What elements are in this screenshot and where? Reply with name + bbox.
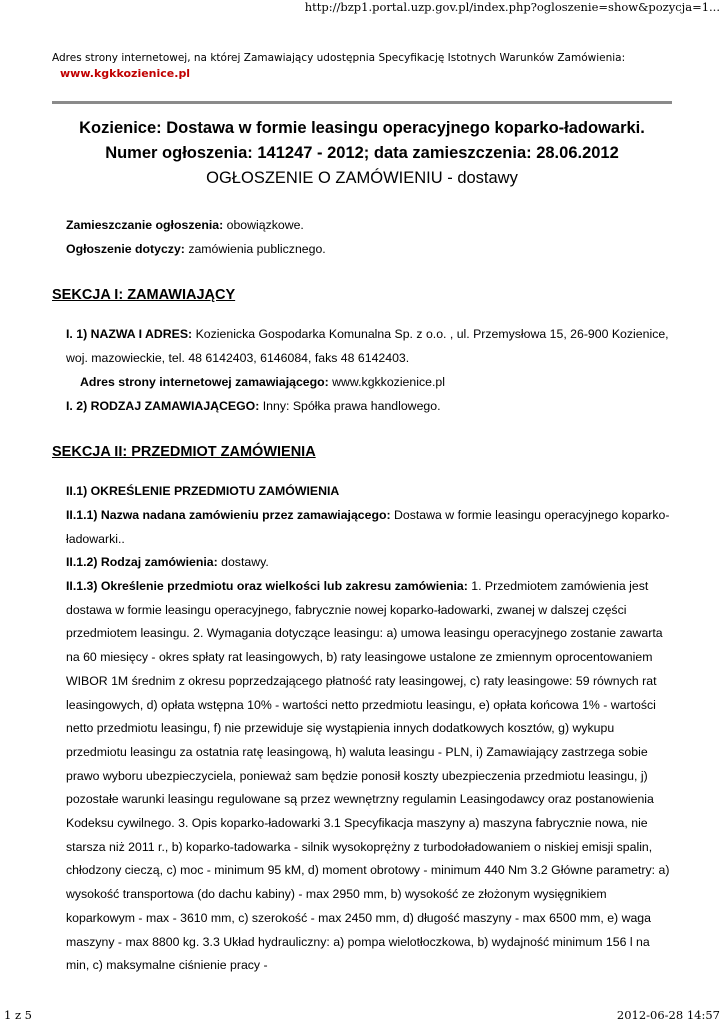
section-1-web: Adres strony internetowej zamawiającego: www.kgkkozienice.pl [80,374,445,389]
page-number: 1 z 5 [4,1008,33,1022]
section-2-description: II.1.3) Określenie przedmiotu oraz wielkości lub zakresu zamówienia: 1. Przedmiotem zamówienia jest dostawa w formie leasingu operacyjnego, fabrycznie nowej koparko-ładowarki, zwanej w dalszej części przedmiotem leasingu. 2. Wymagania dotyczące leasingu: a) umowa leasingu operacyjnego zostanie zawarta na 60 miesięcy - okres spłaty rat leasingowych, b) raty leasingowe ustalone ze zmiennym oprocentowaniem WIBOR 1M średnim z okresu poprzedzającego płatność raty leasingowej, c) raty leasingowe: 59 równych rat leasingowych, d) opłata wstępna 10% - wartości netto przedmiotu leasingu, e) opłata końcowa 1% - wartości netto przedmiotu leasingu, f) nie przewiduje się wystąpienia innych dodatkowych kosztów, g) wykupu przedmiotu leasingu za ostatnia ratę leasingową, h) waluta leasingu - PLN, i) Zamawiający zastrzega sobie prawo wyboru ubezpieczyciela, ponieważ sam będzie ponosił koszty ubezpieczenia przedmiotu leasingu, j) pozostałe warunki leasingu regulowane są przez wewnętrzny regulamin Leasingodawcy oraz postanowienia Kodeksu cywilnego. 3. Opis koparko-ładowarki 3.1 Specyfikacja maszyny a) maszyna fabrycznie nowa, nie starsza niż 2011 r., b) koparko-tadowarka - silnik wysokoprężny z turbodoładowaniem o niskiej emisji spalin, chłodzony cieczą, c) moc - minimum 95 kM, d) moment obrotowy - minimum 440 Nm 3.2 Główne parametry: a) wysokość transportowa (do dachu kabiny) - max 2950 mm, b) wysokość ze złożonym wysięgnikiem koparkowym - max - 3610 mm, c) szerokość - max 2450 mm, d) długość maszyny - max 6500 mm, e) waga maszyny - max 8800 kg. 3.3 Układ hydrauliczny: a) pompa wielotłoczkowa, b) wydajność minimum 156 l na min, c) maksymalne ciśnienie pracy - [66,579,670,973]
title-line-3: OGŁOSZENIE O ZAMÓWIENIU - dostawy [206,169,518,187]
site-link[interactable]: www.kgkkozienice.pl [60,67,191,80]
title-line-2: Numer ogłoszenia: 141247 - 2012; data zamieszczenia: 28.06.2012 [105,144,619,162]
divider [52,101,672,104]
publishing-row: Zamieszczanie ogłoszenia: obowiązkowe. [66,218,304,232]
notice-body [52,214,674,978]
section-1-heading: SEKCJA I: ZAMAWIAJĄCY [52,287,236,304]
section-1-type: I. 2) RODZAJ ZAMAWIAJĄCEGO: Inny: Spółka prawa handlowego. [66,398,441,413]
title-line-1: Kozienice: Dostawa w formie leasingu operacyjnego koparko-ładowarki. [79,119,645,137]
section-2-name: II.1.1) Nazwa nadana zamówieniu przez zamawiającego: Dostawa w formie leasingu operacyjnego koparko-ładowarki.. [66,507,670,546]
section-2-heading: SEKCJA II: PRZEDMIOT ZAMÓWIENIA [52,444,316,461]
section-1-name: I. 1) NAZWA I ADRES: Kozienicka Gospodarka Komunalna Sp. z o.o. , ul. Przemysłowa 15, 26-900 Kozienice, woj. mazowieckie, tel. 48 6142403, 6146084, faks 48 6142403. [66,327,669,366]
section-2-subheading: II.1) OKREŚLENIE PRZEDMIOTU ZAMÓWIENIA [66,484,340,499]
section-2-kind: II.1.2) Rodzaj zamówienia: dostawy. [66,555,269,570]
print-datetime: 2012-06-28 14:57 [616,1008,720,1022]
concerns-row: Ogłoszenie dotyczy: zamówienia publicznego. [66,241,326,256]
notice-title [0,116,724,191]
site-info [52,52,625,80]
page-url: http://bzp1.portal.uzp.gov.pl/index.php?ogloszenie=show&pozycja=1... [304,0,720,14]
site-label: Adres strony internetowej, na której Zamawiający udostępnia Specyfikację Istotnych Warunków Zamówienia: [52,52,626,64]
